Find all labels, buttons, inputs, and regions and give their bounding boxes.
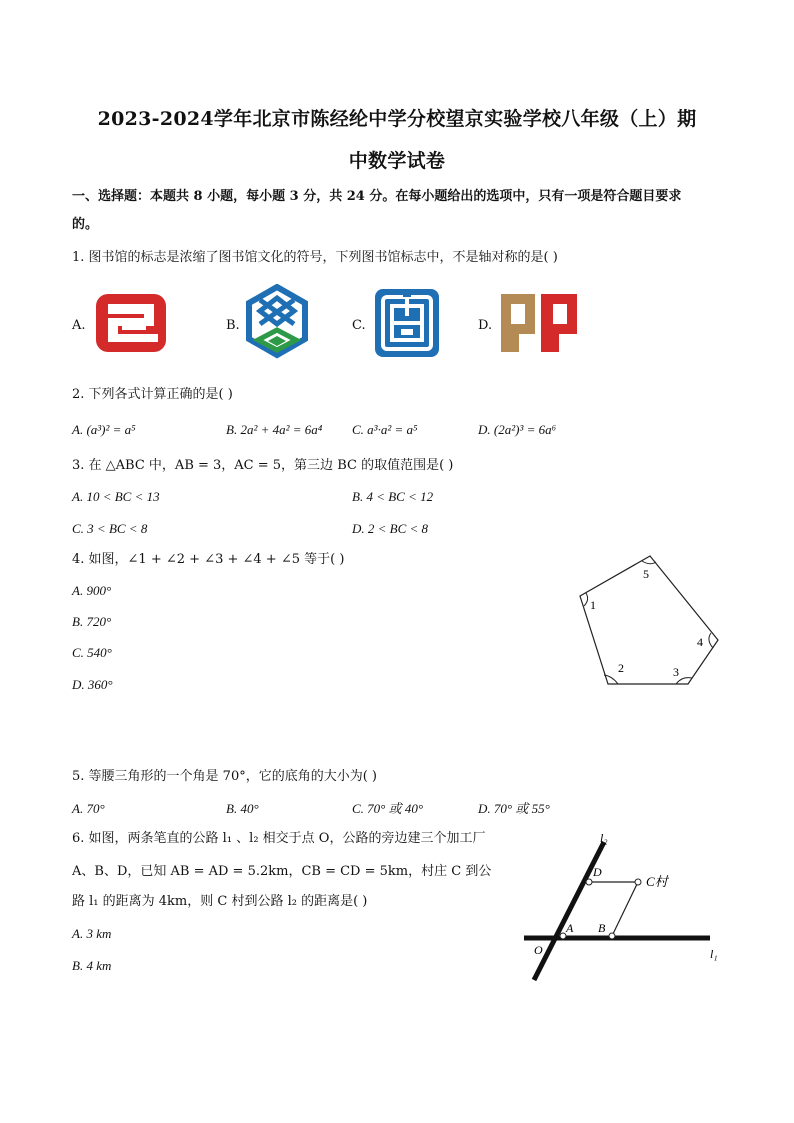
q5-option-c[interactable]: C. 70° 或 40° (352, 801, 424, 816)
q1-option-a[interactable]: A. (72, 318, 86, 333)
page-title-line2: 中数学试卷 (348, 150, 446, 172)
section-heading-line1: 一、选择题：本题共 8 小题，每小题 3 分，共 24 分。在每小题给出的选项中，只有一项是符合题目要求 (72, 189, 682, 204)
q2-option-b[interactable]: B. 2a² + 4a² = 6a⁴ (226, 422, 323, 437)
q4-option-a[interactable]: A. 900° (72, 583, 112, 598)
q2-option-d[interactable]: D. (2a²)³ = 6a⁶ (478, 422, 557, 437)
roads-figure (520, 830, 730, 985)
red-library-logo-icon (92, 290, 174, 356)
label-d: D (593, 865, 602, 879)
q3-option-d[interactable]: D. 2 < BC < 8 (352, 521, 429, 536)
q1-option-c[interactable]: C. (352, 318, 366, 333)
label-a: A (566, 921, 574, 935)
question-2-stem: 2. 下列各式计算正确的是( ) (72, 387, 233, 402)
question-6-stem-line3: 路 l₁ 的距离为 4km，则 C 村到公路 l₂ 的距离是( ) (72, 894, 368, 909)
q1-option-d[interactable]: D. (478, 318, 493, 333)
q4-option-b[interactable]: B. 720° (72, 614, 112, 629)
q6-option-a[interactable]: A. 3 km (72, 926, 112, 941)
brown-red-book-logo-icon (497, 290, 583, 358)
question-5-stem: 5. 等腰三角形的一个角是 70°，它的底角的大小为( ) (72, 769, 377, 784)
page-title-line1: 2023-2024学年北京市陈经纶中学分校望京实验学校八年级（上）期 (97, 108, 697, 130)
question-3-stem: 3. 在 △ABC 中，AB = 3，AC = 5，第三边 BC 的取值范围是( ) (72, 458, 454, 473)
q5-option-a[interactable]: A. 70° (72, 801, 105, 816)
q1-option-b[interactable]: B. (226, 318, 240, 333)
q4-option-d[interactable]: D. 360° (72, 677, 113, 692)
blue-green-hexagon-logo-icon (244, 284, 310, 362)
question-6-stem-line2: A、B、D，已知 AB = AD = 5.2km，CB = CD = 5km，村庄 C 到公 (72, 864, 492, 879)
q4-option-c[interactable]: C. 540° (72, 645, 112, 660)
question-1-stem: 1. 图书馆的标志是浓缩了图书馆文化的符号，下列图书馆标志中，不是轴对称的是( ) (72, 250, 558, 265)
label-l1: l₁ (710, 947, 718, 961)
angle-label-2: 2 (618, 661, 624, 675)
q3-option-c[interactable]: C. 3 < BC < 8 (72, 521, 148, 536)
angle-label-1: 1 (590, 598, 596, 612)
q6-option-b[interactable]: B. 4 km (72, 958, 112, 973)
angle-label-3: 3 (673, 665, 679, 679)
q2-option-a[interactable]: A. (a³)² = a⁵ (72, 422, 136, 437)
q3-option-a[interactable]: A. 10 < BC < 13 (72, 489, 160, 504)
q5-option-b[interactable]: B. 40° (226, 801, 259, 816)
q3-option-b[interactable]: B. 4 < BC < 12 (352, 489, 434, 504)
section-heading-line2: 的。 (72, 217, 99, 232)
label-b: B (598, 921, 606, 935)
label-o: O (534, 943, 543, 957)
pentagon-figure (570, 548, 730, 693)
angle-label-5: 5 (643, 567, 649, 581)
label-c-village: C村 (646, 874, 668, 889)
q5-option-d[interactable]: D. 70° 或 55° (478, 801, 550, 816)
q2-option-c[interactable]: C. a³·a² = a⁵ (352, 422, 418, 437)
blue-maze-square-logo-icon (372, 286, 442, 360)
angle-label-4: 4 (697, 635, 703, 649)
label-l2: l₂ (600, 831, 608, 845)
question-4-stem: 4. 如图，∠1 + ∠2 + ∠3 + ∠4 + ∠5 等于( ) (72, 552, 345, 567)
question-6-stem-line1: 6. 如图，两条笔直的公路 l₁ 、l₂ 相交于点 O，公路的旁边建三个加工厂 (72, 831, 486, 846)
